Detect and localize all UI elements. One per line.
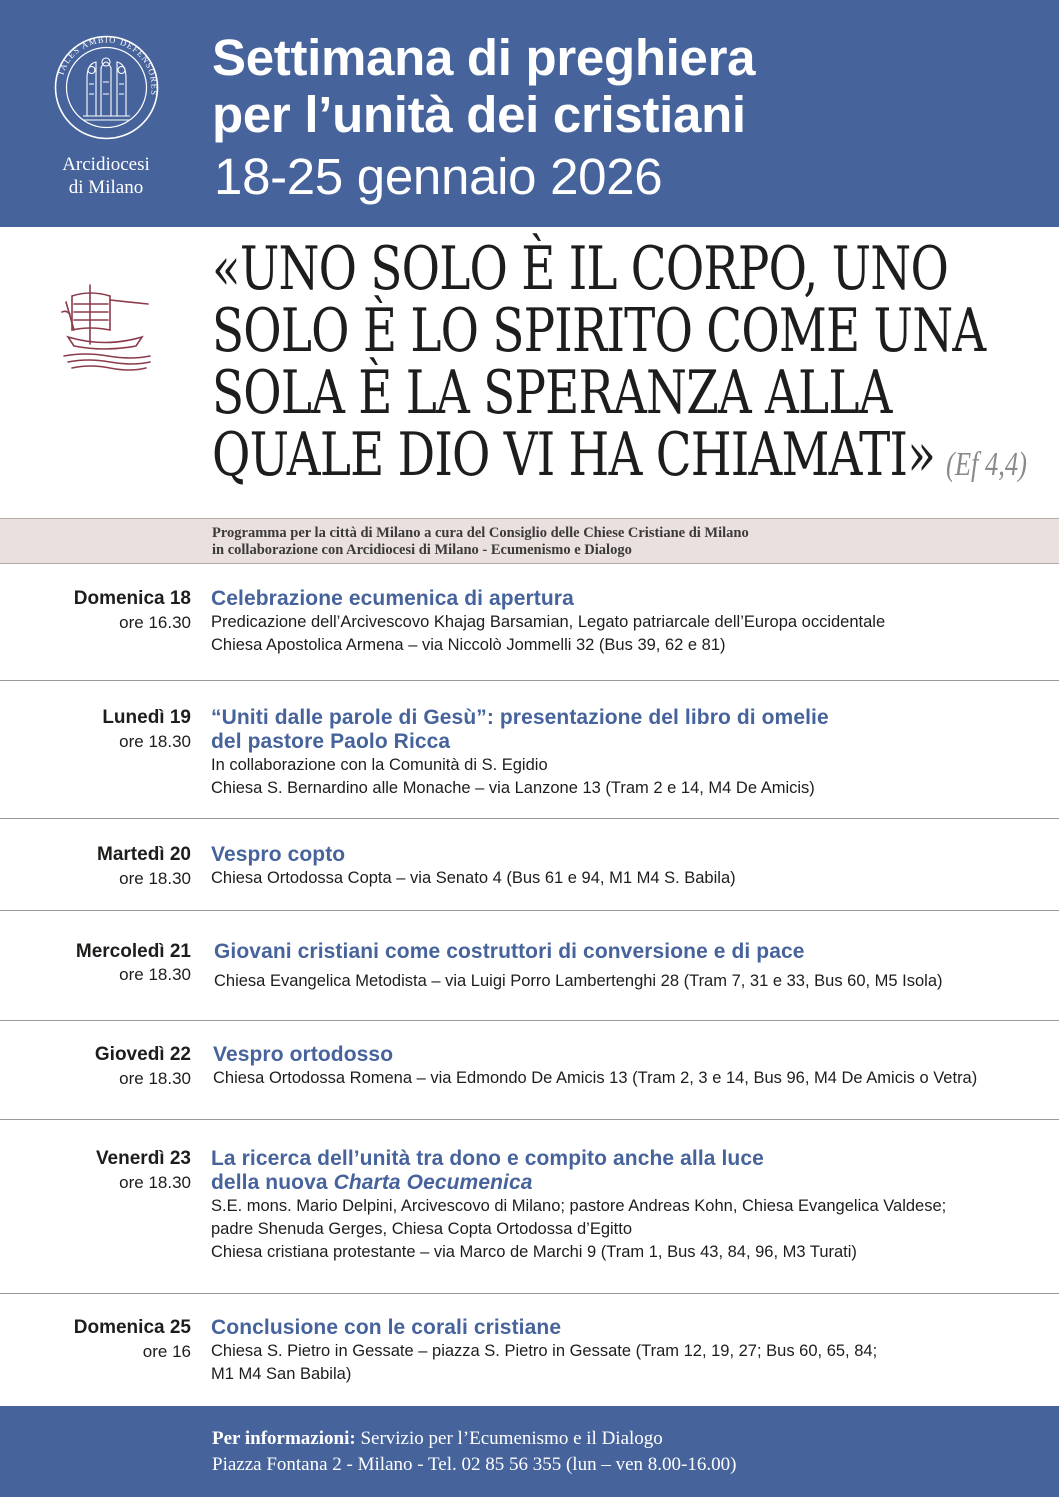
title-line-1: Settimana di preghiera — [212, 29, 756, 86]
event-dates: 18-25 gennaio 2026 — [214, 148, 663, 205]
event-content — [211, 843, 1041, 890]
event-time: ore 18.30 — [119, 965, 191, 984]
event-location-cont: M1 M4 San Babila) — [211, 1365, 352, 1383]
event-title: Giovani cristiani come costruttori di conversione e di pace — [214, 940, 805, 963]
quote-line-2: SOLO È LO SPIRITO COME UNA — [212, 296, 986, 366]
footer-line-2: Piazza Fontana 2 - Milano - Tel. 02 85 56 355 (lun – ven 8.00-16.00) — [212, 1454, 737, 1475]
event-content — [213, 1043, 1043, 1090]
diocese-line-1: Arcidiocesi — [62, 154, 150, 175]
program-banner — [0, 518, 1059, 564]
quote-line-1: «UNO SOLO È IL CORPO, UNO — [212, 234, 949, 304]
event-detail: padre Shenuda Gerges, Chiesa Copta Ortodossa d’Egitto — [211, 1220, 633, 1238]
event-location: Chiesa S. Bernardino alle Monache – via Lanzone 13 (Tram 2 e 14, M4 De Amicis) — [211, 779, 815, 797]
event-day: Mercoledì 21 — [75, 941, 191, 962]
divider — [0, 1020, 1059, 1021]
event-day: Lunedì 19 — [102, 707, 191, 728]
event-title-line-2: del pastore Paolo Ricca — [211, 730, 451, 753]
title-line-2: per l’unità dei cristiani — [212, 86, 746, 143]
event-time: ore 16 — [142, 1342, 191, 1361]
event-time: ore 18.30 — [119, 1069, 191, 1088]
event-day: Giovedì 22 — [94, 1044, 191, 1065]
event-time: ore 16.30 — [119, 613, 191, 632]
event-day: Domenica 25 — [73, 1317, 191, 1338]
diocese-name — [36, 153, 176, 199]
diocese-seal-icon — [53, 34, 160, 141]
event-day: Martedì 20 — [97, 844, 191, 865]
event-title: Celebrazione ecumenica di apertura — [211, 587, 574, 610]
event-detail: S.E. mons. Mario Delpini, Arcivescovo di Milano; pastore Andreas Kohn, Chiesa Evangelica Valdese; — [211, 1197, 947, 1215]
event-detail: In collaborazione con la Comunità di S. Egidio — [211, 756, 548, 774]
event-location: Chiesa Evangelica Metodista – via Luigi Porro Lambertenghi 28 (Tram 7, 31 e 33, Bus 60, M5 Isola) — [214, 972, 943, 990]
divider — [0, 680, 1059, 681]
event-location: Chiesa S. Pietro in Gessate – piazza S. Pietro in Gessate (Tram 12, 19, 27; Bus 60, 65, 84; — [211, 1342, 878, 1360]
footer-band — [0, 1406, 1059, 1497]
program-line-1: Programma per la città di Milano a cura del Consiglio delle Chiese Cristiane di Milano — [212, 525, 749, 541]
event-content — [214, 940, 1044, 993]
event-content — [211, 1316, 1041, 1386]
quote-line-4-wrap — [212, 420, 1042, 496]
event-title-prefix: della nuova — [211, 1171, 334, 1194]
event-title: Vespro ortodosso — [213, 1043, 394, 1066]
divider — [0, 1293, 1059, 1294]
event-title-line-1: “Uniti dalle parole di Gesù”: presentazione del libro di omelie — [211, 706, 829, 729]
event-time: ore 18.30 — [119, 732, 191, 751]
footer-label: Per informazioni: — [212, 1428, 356, 1449]
page-title — [212, 29, 1032, 143]
header-band — [0, 0, 1059, 227]
seal-text: TALES AMBIO DEFENSORES — [55, 34, 160, 97]
divider — [0, 910, 1059, 911]
scripture-quote — [212, 234, 1042, 496]
quote-reference: (Ef 4,4) — [946, 446, 1028, 483]
footer-service: Servizio per l’Ecumenismo e il Dialogo — [355, 1428, 663, 1449]
event-content — [211, 706, 1041, 800]
quote-line-3: SOLA È LA SPERANZA ALLA — [212, 358, 892, 428]
event-day: Venerdì 23 — [95, 1148, 191, 1169]
event-content — [211, 1147, 1041, 1264]
event-time: ore 18.30 — [119, 869, 191, 888]
event-day: Domenica 18 — [73, 588, 191, 609]
event-title: Conclusione con le corali cristiane — [211, 1316, 562, 1339]
event-location: Chiesa Apostolica Armena – via Niccolò Jommelli 32 (Bus 39, 62 e 81) — [211, 636, 726, 654]
diocese-line-2: di Milano — [68, 177, 144, 198]
event-location: Chiesa cristiana protestante – via Marco de Marchi 9 (Tram 1, Bus 43, 84, 96, M3 Turati) — [211, 1243, 857, 1261]
event-title-italic: Charta Oecumenica — [333, 1171, 533, 1194]
event-title-line-1: La ricerca dell’unità tra dono e compito anche alla luce — [211, 1147, 764, 1170]
contact-info — [212, 1426, 1032, 1478]
event-content — [211, 587, 1041, 657]
event-detail: Predicazione dell’Arcivescovo Khajag Barsamian, Legato patriarcale dell’Europa occidentale — [211, 613, 886, 631]
event-location: Chiesa Ortodossa Copta – via Senato 4 (Bus 61 e 94, M1 M4 S. Babila) — [211, 869, 736, 887]
event-time: ore 18.30 — [119, 1173, 191, 1192]
program-line-2: in collaborazione con Arcidiocesi di Milano - Ecumenismo e Dialogo — [212, 542, 632, 558]
event-location: Chiesa Ortodossa Romena – via Edmondo De Amicis 13 (Tram 2, 3 e 14, Bus 96, M4 De Amicis o Vetra) — [213, 1069, 978, 1087]
program-text — [212, 525, 1012, 559]
event-title: Vespro copto — [211, 843, 346, 866]
footer-line-1 — [212, 1426, 1032, 1452]
event-title-line-2 — [211, 1171, 1041, 1195]
quote-line-4: QUALE DIO VI HA CHIAMATI» — [212, 420, 936, 490]
ship-logo-icon — [60, 282, 155, 374]
divider — [0, 1119, 1059, 1120]
divider — [0, 818, 1059, 819]
